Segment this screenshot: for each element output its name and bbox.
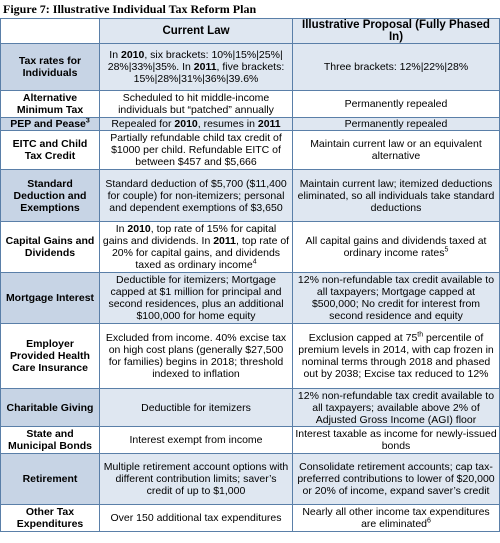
proposal-cell: Consolidate retirement accounts; cap tax-preferred contributions to lower of $20,000 or 20% of income, expand saver’s credit	[293, 454, 500, 505]
row-label: Tax rates for Individuals	[1, 44, 100, 91]
row-label: Mortgage Interest	[1, 273, 100, 324]
proposal-cell: Exclusion capped at 75th percentile of premium levels in 2014, with cap frozen in nominal terms through 2018 and phased out by 2038; Excise tax reduced to 12%	[293, 324, 500, 389]
table-header-row	[1, 19, 500, 44]
current-law-cell: Repealed for 2010, resumes in 2011	[100, 118, 293, 131]
current-law-cell: Scheduled to hit middle-income individuals but “patched” annually	[100, 91, 293, 118]
table-row	[1, 454, 500, 505]
tax-reform-table	[0, 18, 500, 532]
current-law-cell: Over 150 additional tax expenditures	[100, 505, 293, 532]
current-law-cell: In 2010, six brackets: 10%|15%|25%| 28%|33%|35%. In 2011, five brackets: 15%|28%|31%|36%|39.6%	[100, 44, 293, 91]
current-law-cell: Multiple retirement account options with different contribution limits; saver’s credit of up to $1,000	[100, 454, 293, 505]
current-law-cell: Interest exempt from income	[100, 427, 293, 454]
proposal-cell: All capital gains and dividends taxed at ordinary income rates$^5$	[293, 222, 500, 273]
table-row	[1, 91, 500, 118]
proposal-cell: 12% non-refundable tax credit available to all taxpayers; Mortgage capped at $500,000; No credit for interest from second residence and equity	[293, 273, 500, 324]
row-label: State and Municipal Bonds	[1, 427, 100, 454]
proposal-cell: Nearly all other income tax expenditures are eliminated$^6$	[293, 505, 500, 532]
row-label: Employer Provided Health Care Insurance	[1, 324, 100, 389]
header-blank	[1, 19, 100, 44]
row-label: Standard Deduction and Exemptions	[1, 170, 100, 222]
table-row	[1, 44, 500, 91]
current-law-cell: Partially refundable child tax credit of $1000 per child. Refundable EITC of between $457 and $5,666	[100, 131, 293, 170]
figure-title: Figure 7: Illustrative Individual Tax Reform Plan	[3, 2, 257, 16]
table-row	[1, 118, 500, 131]
header-current-law: Current Law	[100, 19, 293, 44]
header-proposal: Illustrative Proposal (Fully Phased In)	[293, 19, 500, 44]
table-row	[1, 170, 500, 222]
table-row	[1, 131, 500, 170]
current-law-cell: Deductible for itemizers	[100, 389, 293, 427]
row-label: Capital Gains and Dividends	[1, 222, 100, 273]
current-law-cell: Excluded from income. 40% excise tax on high cost plans (generally $27,500 for families) begins in 2018; threshold indexed to inflation	[100, 324, 293, 389]
current-law-cell: In 2010, top rate of 15% for capital gains and dividends. In 2011, top rate of 20% for capital gains, and dividends taxed as ordinary income$^4$	[100, 222, 293, 273]
proposal-cell: Maintain current law; itemized deductions eliminated, so all individuals take standard deductions	[293, 170, 500, 222]
row-label: Other Tax Expenditures	[1, 505, 100, 532]
row-label: Charitable Giving	[1, 389, 100, 427]
current-law-cell: Standard deduction of $5,700 ($11,400 for couple) for non-itemizers; personal and dependent exemptions of $3,650	[100, 170, 293, 222]
table-row	[1, 273, 500, 324]
row-label: Retirement	[1, 454, 100, 505]
row-label: Alternative Minimum Tax	[1, 91, 100, 118]
table-row	[1, 389, 500, 427]
table-row	[1, 505, 500, 532]
row-label: PEP and Pease$^3$	[1, 118, 100, 131]
table-row	[1, 427, 500, 454]
table-row	[1, 324, 500, 389]
proposal-cell: 12% non-refundable tax credit available to all taxpayers; available above 2% of Adjusted Gross Income (AGI) floor	[293, 389, 500, 427]
proposal-cell: Interest taxable as income for newly-issued bonds	[293, 427, 500, 454]
proposal-cell: Permanently repealed	[293, 91, 500, 118]
proposal-cell: Permanently repealed	[293, 118, 500, 131]
row-label: EITC and Child Tax Credit	[1, 131, 100, 170]
table-body	[1, 44, 500, 532]
proposal-cell: Three brackets: 12%|22%|28%	[293, 44, 500, 91]
table-row	[1, 222, 500, 273]
current-law-cell: Deductible for itemizers; Mortgage capped at $1 million for principal and second residences, plus an additional $100,000 for home equity	[100, 273, 293, 324]
proposal-cell: Maintain current law or an equivalent alternative	[293, 131, 500, 170]
